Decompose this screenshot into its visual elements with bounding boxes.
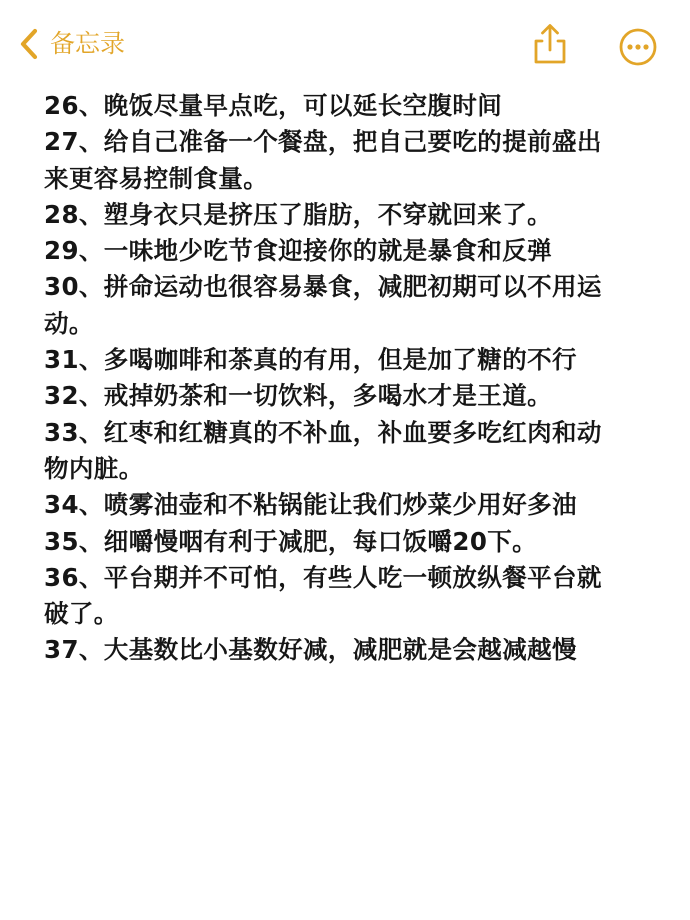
note-line: 36、平台期并不可怕，有些人吃一顿放纵餐平台就 [44,562,602,592]
note-line: 26、晚饭尽量早点吃，可以延长空腹时间 [44,91,503,120]
more-ellipsis-icon [618,27,658,67]
note-line: 物内脏。 [44,453,144,483]
note-line: 35、细嚼慢咽有利于减肥，每口饭嚼20下。 [44,526,538,556]
navigation-bar [0,0,690,90]
note-line: 37、大基数比小基数好减，减肥就是会越减越慢 [44,635,577,665]
more-button[interactable] [618,27,658,67]
note-line: 34、喷雾油壶和不粘锅能让我们炒菜少用好多油 [44,490,577,520]
note-line: 33、红枣和红糖真的不补血，补血要多吃红肉和动 [44,417,602,447]
share-button[interactable] [530,22,570,66]
note-line: 27、给自己准备一个餐盘，把自己要吃的提前盛出 [44,127,602,157]
note-line: 来更容易控制食量。 [44,163,269,193]
back-button[interactable] [18,26,125,62]
chevron-left-icon [18,27,40,61]
note-line: 30、拼命运动也很容易暴食，减肥初期可以不用运 [44,272,602,302]
blurred-watermark [236,56,446,76]
share-icon [530,22,570,66]
note-body[interactable] [44,88,644,669]
note-line: 29、一味地少吃节食迎接你的就是暴食和反弹 [44,236,552,266]
note-line: 动。 [44,308,94,338]
back-label: 备忘录 [50,29,126,58]
note-line: 破了。 [44,599,119,629]
note-line: 28、塑身衣只是挤压了脂肪，不穿就回来了。 [44,199,552,229]
note-line: 32、戒掉奶茶和一切饮料，多喝水才是王道。 [44,381,552,411]
note-line: 31、多喝咖啡和茶真的有用，但是加了糖的不行 [44,345,577,375]
